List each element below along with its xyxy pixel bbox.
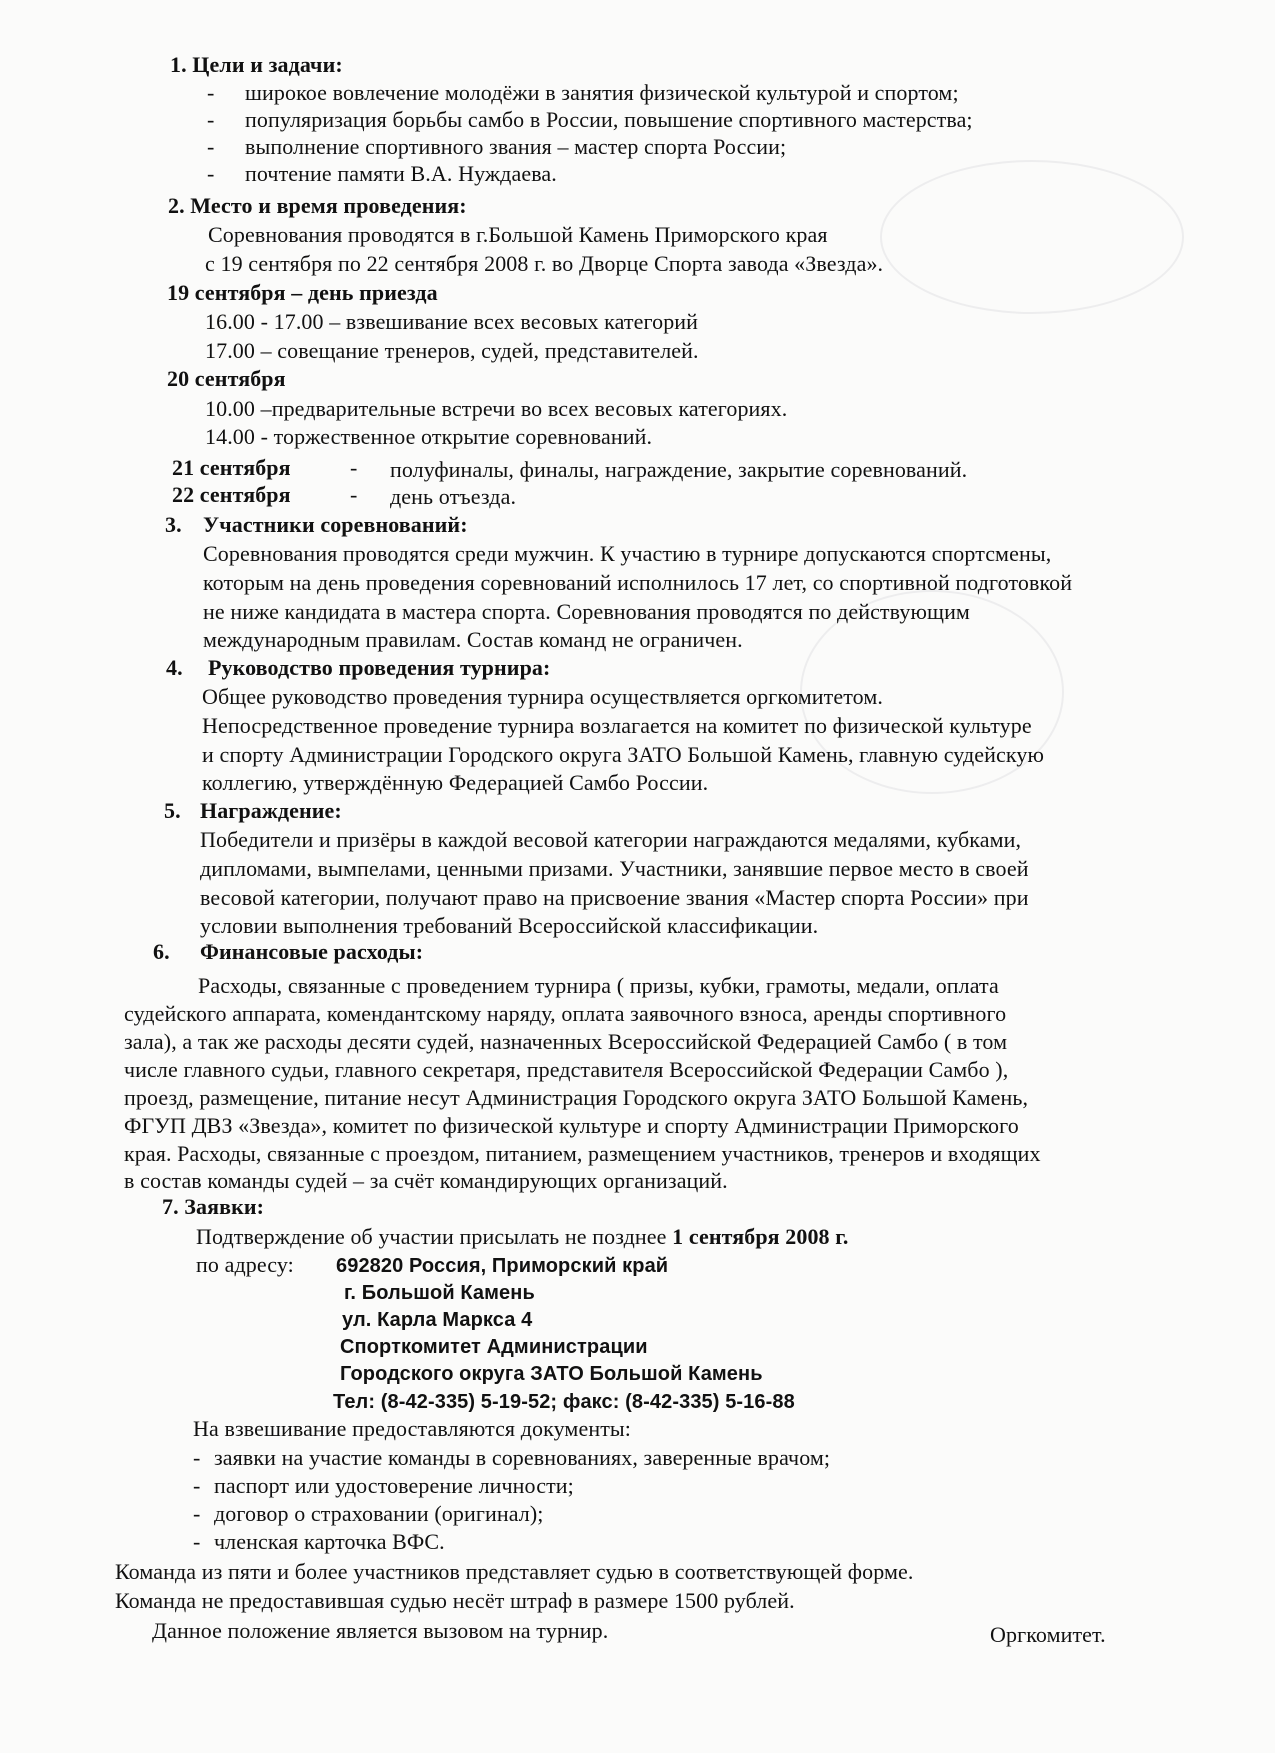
document-item: договор о страховании (оригинал); [214, 1501, 544, 1526]
section-3-number: 3. [165, 512, 182, 537]
paragraph-line: зала), а так же расходы десяти судей, назначенных Всероссийской Федерацией Самбо ( в том [124, 1029, 1008, 1054]
list-bullet: - [193, 1445, 201, 1470]
paragraph-line: Непосредственное проведение турнира возлагается на комитет по физической культуре [202, 713, 1032, 738]
section-4-heading: Руководство проведения турнира: [208, 655, 551, 680]
paragraph-line: ФГУП ДВЗ «Звезда», комитет по физической культуре и спорту Администрации Приморского [124, 1113, 1019, 1138]
footer-line: Команда не предоставившая судью несёт штраф в размере 1500 рублей. [115, 1588, 795, 1613]
address-line: Спорткомитет Администрации [340, 1336, 648, 1358]
paragraph-line: Расходы, связанные с проведением турнира ( призы, кубки, грамоты, медали, оплата [198, 973, 999, 998]
list-item: почтение памяти В.А. Нуждаева. [245, 161, 557, 186]
signature: Оргкомитет. [990, 1622, 1106, 1647]
paragraph-line: дипломами, вымпелами, ценными призами. Участники, занявшие первое место в своей [200, 856, 1029, 881]
bleed-through-stamp [880, 160, 1184, 314]
address-line: г. Большой Камень [344, 1282, 535, 1304]
section-6-heading: Финансовые расходы: [200, 939, 424, 964]
paragraph-line: края. Расходы, связанные с проездом, питанием, размещением участников, тренеров и входящих [124, 1141, 1041, 1166]
paragraph-line: Победители и призёры в каждой весовой категории награждаются медалями, кубками, [200, 827, 1022, 852]
section-1-heading: 1. Цели и задачи: [170, 52, 343, 77]
section-3-heading: Участники соревнований: [203, 512, 468, 537]
schedule-item: 14.00 - торжественное открытие соревнований. [205, 424, 653, 449]
paragraph-line: Соревнования проводятся в г.Большой Камень Приморского края [208, 222, 828, 247]
schedule-item: день отъезда. [390, 484, 517, 509]
schedule-dash: - [350, 455, 358, 480]
footer-line: Данное положение является вызовом на турнир. [152, 1618, 609, 1643]
list-bullet: - [193, 1473, 201, 1498]
list-bullet: - [207, 80, 215, 105]
footer-line: Команда из пяти и более участников представляет судью в соответствующей форме. [115, 1559, 914, 1584]
paragraph-line: проезд, размещение, питание несут Администрация Городского округа ЗАТО Большой Камень, [124, 1085, 1029, 1110]
paragraph-line: с 19 сентября по 22 сентября 2008 г. во Дворце Спорта завода «Звезда». [205, 251, 884, 276]
section-5-number: 5. [164, 798, 181, 823]
paragraph-line: которым на день проведения соревнований исполнилось 17 лет, со спортивной подготовкой [203, 570, 1073, 595]
schedule-item: 17.00 – совещание тренеров, судей, представителей. [205, 338, 699, 363]
list-item: выполнение спортивного звания – мастер спорта России; [245, 134, 787, 159]
schedule-date: 22 сентября [172, 482, 291, 507]
paragraph-line: коллегию, утверждённую Федерацией Самбо России. [202, 770, 709, 795]
section-5-heading: Награждение: [200, 798, 342, 823]
section-7-heading: 7. Заявки: [162, 1194, 265, 1219]
paragraph-line: судейского аппарата, комендантскому наряду, оплата заявочного взноса, аренды спортивного [124, 1001, 1007, 1026]
list-bullet: - [207, 107, 215, 132]
confirmation-deadline: 1 сентября 2008 г. [672, 1224, 849, 1249]
paragraph-line: Общее руководство проведения турнира осуществляется оргкомитетом. [202, 684, 883, 709]
document-item: членская карточка ВФС. [214, 1529, 445, 1554]
paragraph-line: условии выполнения требований Всероссийской классификации. [200, 913, 819, 938]
schedule-item: 16.00 - 17.00 – взвешивание всех весовых категорий [205, 309, 699, 334]
schedule-day-heading: 19 сентября – день приезда [167, 280, 438, 305]
list-bullet: - [193, 1529, 201, 1554]
schedule-day-heading: 20 сентября [167, 366, 286, 391]
document-item: паспорт или удостоверение личности; [214, 1473, 574, 1498]
address-line: ул. Карла Маркса 4 [342, 1309, 533, 1331]
confirmation-text: Подтверждение об участии присылать не позднее [196, 1224, 673, 1249]
schedule-item: 10.00 –предварительные встречи во всех весовых категориях. [205, 396, 788, 421]
paragraph-line: международным правилам. Состав команд не ограничен. [203, 627, 743, 652]
schedule-date: 21 сентября [172, 455, 291, 480]
paragraph-line: весовой категории, получают право на присвоение звания «Мастер спорта России» при [200, 885, 1029, 910]
section-4-number: 4. [166, 655, 183, 680]
paragraph-line: не ниже кандидата в мастера спорта. Соревнования проводятся по действующим [203, 599, 970, 624]
section-6-number: 6. [153, 939, 170, 964]
section-2-heading: 2. Место и время проведения: [168, 193, 467, 218]
address-label: по адресу: [196, 1252, 294, 1277]
list-bullet: - [207, 161, 215, 186]
address-line: 692820 Россия, Приморский край [336, 1255, 669, 1277]
documents-heading: На взвешивание предоставляются документы: [193, 1416, 631, 1441]
confirmation-line [196, 1224, 848, 1250]
paragraph-line: Соревнования проводятся среди мужчин. К участию в турнире допускаются спортсмены, [203, 541, 1052, 566]
list-item: широкое вовлечение молодёжи в занятия физической культурой и спортом; [245, 80, 959, 105]
schedule-item: полуфиналы, финалы, награждение, закрытие соревнований. [390, 457, 968, 482]
paragraph-line: и спорту Администрации Городского округа ЗАТО Большой Камень, главную судейскую [202, 742, 1045, 767]
paragraph-line: в состав команды судей – за счёт командирующих организаций. [124, 1168, 728, 1193]
paragraph-line: числе главного судьи, главного секретаря, представителя Всероссийской Федерации Самбо ), [124, 1057, 1009, 1082]
address-line: Городского округа ЗАТО Большой Камень [340, 1363, 763, 1385]
schedule-dash: - [350, 482, 358, 507]
contact-phone: Тел: (8-42-335) 5-19-52; факс: (8-42-335) 5-16-88 [333, 1391, 795, 1413]
document-item: заявки на участие команды в соревнованиях, заверенные врачом; [214, 1445, 831, 1470]
list-bullet: - [193, 1501, 201, 1526]
list-item: популяризация борьбы самбо в России, повышение спортивного мастерства; [245, 107, 973, 132]
list-bullet: - [207, 134, 215, 159]
